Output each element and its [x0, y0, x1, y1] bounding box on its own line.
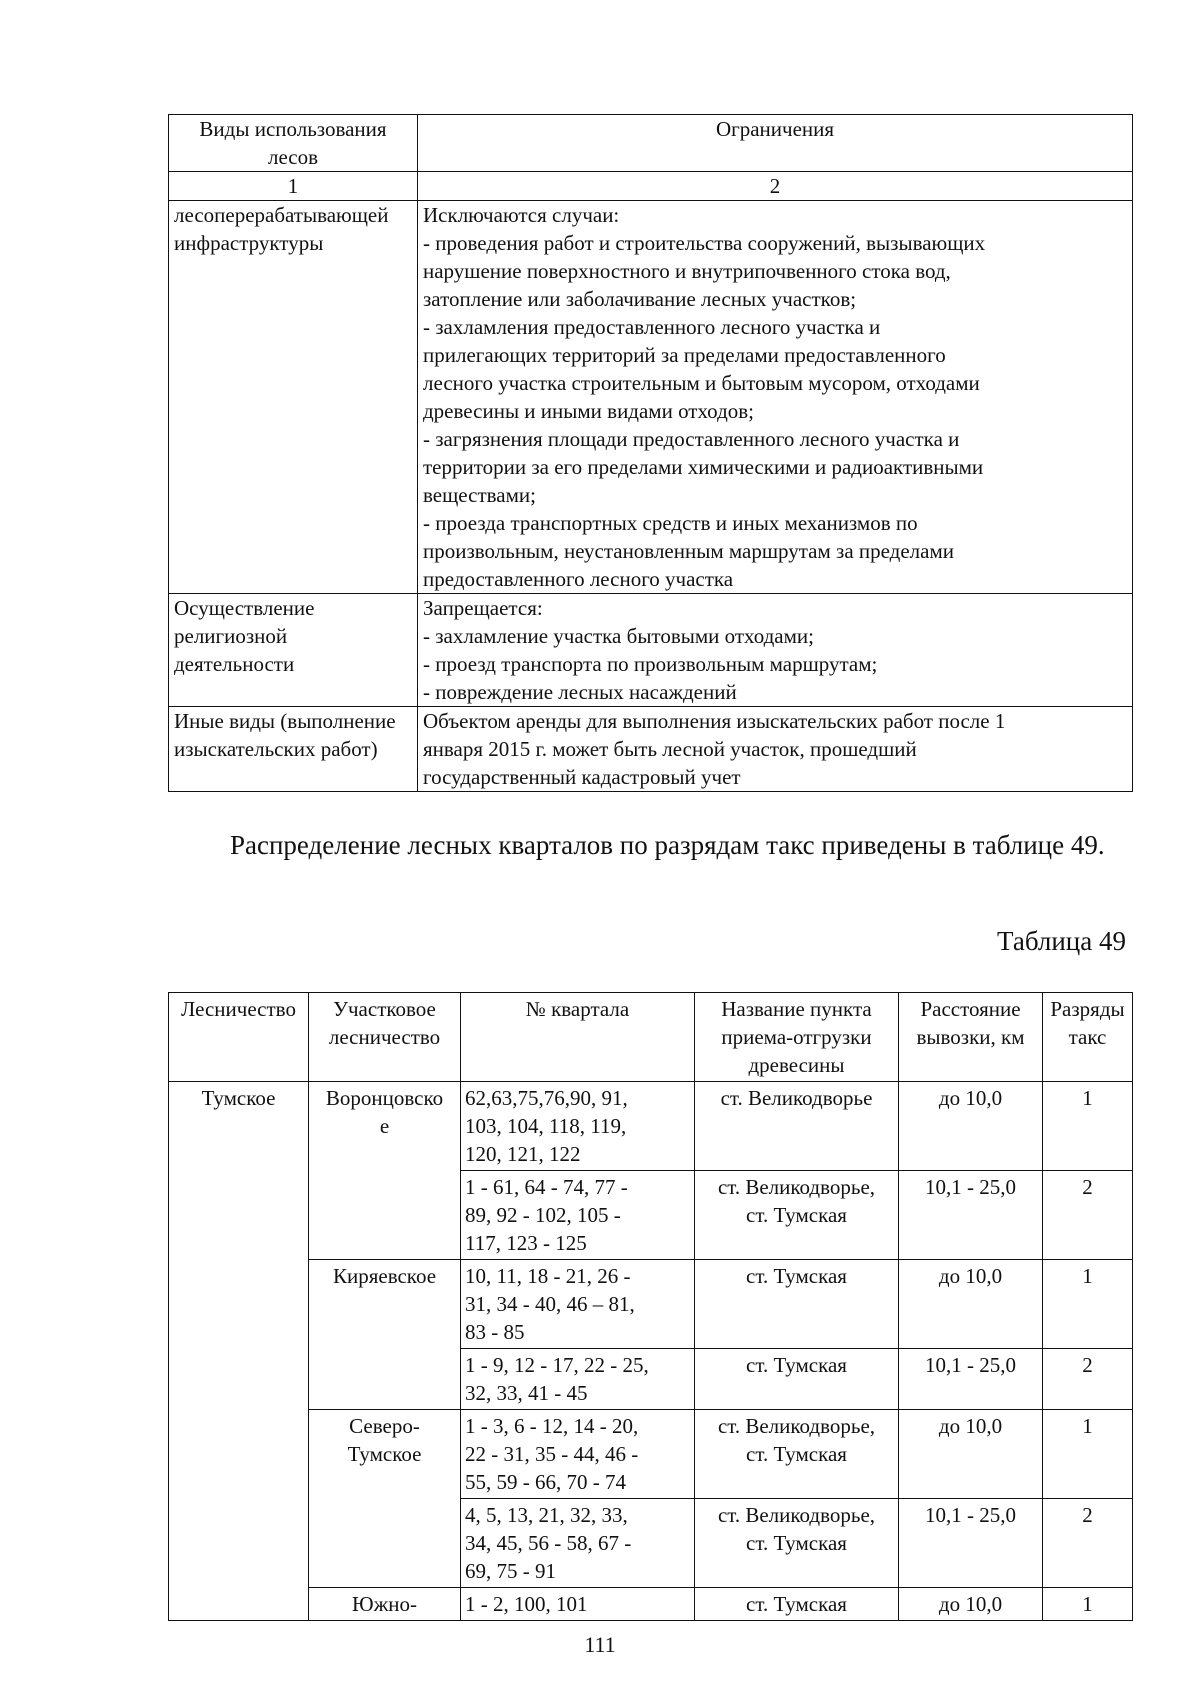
cell-line: 31, 34 - 40, 46 – 81, — [465, 1292, 635, 1316]
cell-line: лесоперерабатывающей — [174, 203, 389, 227]
cell-line: ст. Великодворье, — [717, 1503, 876, 1527]
cell-line: Название пункта — [721, 997, 872, 1021]
district-cell — [309, 1588, 461, 1621]
cell-line: 1 - 61, 64 - 74, 77 - — [465, 1175, 628, 1199]
district-cell — [309, 1082, 461, 1260]
body-paragraph: Распределение лесных кварталов по разрядам такс приведены в таблице 49. — [230, 830, 1105, 860]
cell-line: Объектом аренды для выполнения изыскательских работ после 1 — [423, 709, 1006, 733]
rank-cell: 1 — [1043, 1410, 1133, 1499]
cell-line: такс — [1068, 1025, 1107, 1049]
station-cell — [695, 1082, 899, 1171]
rank-cell: 2 — [1043, 1349, 1133, 1410]
quarters-cell — [461, 1082, 695, 1171]
table-row — [169, 1260, 1133, 1349]
cell-line: приема-отгрузки — [721, 1025, 872, 1049]
cell-line: 22 - 31, 35 - 44, 46 - — [465, 1442, 639, 1466]
tax-rank-table — [168, 992, 1133, 1621]
rank-cell: 2 — [1043, 1171, 1133, 1260]
cell-line: ст. Тумская — [746, 1442, 847, 1466]
cell-line: Иные виды (выполнение — [174, 709, 396, 733]
table-row — [169, 1588, 1133, 1621]
header-tax-rank — [1043, 993, 1133, 1082]
distance-cell: 10,1 - 25,0 — [899, 1499, 1043, 1588]
restrictions-table — [168, 114, 1133, 792]
cell-line: Тумское — [347, 1442, 422, 1466]
cell-line: 1 - 2, 100, 101 — [465, 1592, 588, 1616]
cell-line: января 2015 г. может быть лесной участок, прошедший — [423, 737, 917, 761]
cell-line: произвольным, неустановленным маршрутам за пределами — [423, 539, 955, 563]
page-number: 111 — [584, 1632, 616, 1657]
cell-line: Запрещается: — [423, 596, 543, 620]
cell-line: ст. Тумская — [746, 1203, 847, 1227]
cell-line: 89, 92 - 102, 105 - — [465, 1203, 621, 1227]
distance-cell: до 10,0 — [899, 1588, 1043, 1621]
cell-line: № квартала — [525, 997, 630, 1021]
cell-line: территории за его пределами химическими и радиоактивными — [423, 455, 984, 479]
quarters-cell — [461, 1588, 695, 1621]
cell-line: 4, 5, 13, 21, 32, 33, — [465, 1503, 628, 1527]
cell-line: ст. Тумская — [746, 1264, 847, 1288]
cell-line: - захламления предоставленного лесного участка и — [423, 315, 881, 339]
table-caption: Таблица 49 — [997, 926, 1126, 956]
header-distance — [899, 993, 1043, 1082]
distance-cell: до 10,0 — [899, 1410, 1043, 1499]
cell-line: ст. Тумская — [746, 1531, 847, 1555]
rank-cell: 1 — [1043, 1260, 1133, 1349]
rank-cell: 2 — [1043, 1499, 1133, 1588]
cell-line: Исключаются случаи: — [423, 203, 620, 227]
cell-line: древесины и иными видами отходов; — [423, 399, 755, 423]
cell-line: Северо- — [349, 1414, 420, 1438]
station-cell — [695, 1171, 899, 1260]
cell-line: деятельности — [174, 652, 295, 676]
cell-line: 62,63,75,76,90, 91, — [465, 1086, 628, 1110]
cell-line: древесины — [748, 1053, 845, 1077]
forestry-cell: Тумское — [169, 1082, 309, 1621]
cell-line: Разряды — [1050, 997, 1125, 1021]
cell-line: нарушение поверхностного и внутрипочвенного стока вод, — [423, 259, 951, 283]
cell-line: - проезда транспортных средств и иных механизмов по — [423, 511, 918, 535]
cell-line: инфраструктуры — [174, 231, 324, 255]
cell-line: государственный кадастровый учет — [423, 765, 741, 789]
district-cell — [309, 1410, 461, 1588]
cell-line: Южно- — [351, 1592, 418, 1616]
header-restrictions: Ограничения — [418, 115, 1133, 172]
cell-line: предоставленного лесного участка — [423, 567, 734, 591]
distance-cell: 10,1 - 25,0 — [899, 1171, 1043, 1260]
column-number: 1 — [169, 172, 418, 201]
cell-line: прилегающих территорий за пределами предоставленного — [423, 343, 946, 367]
table-row — [169, 1082, 1133, 1171]
cell-line: лесничество — [328, 1025, 441, 1049]
table-row — [169, 594, 1133, 707]
table-header-row — [169, 993, 1133, 1082]
cell-line: 69, 75 - 91 — [465, 1559, 556, 1583]
cell-line: 120, 121, 122 — [465, 1142, 581, 1166]
rank-cell: 1 — [1043, 1588, 1133, 1621]
cell-line: е — [379, 1114, 390, 1138]
cell-line: лесного участка строительным и бытовым мусором, отходами — [423, 371, 980, 395]
distance-cell: до 10,0 — [899, 1082, 1043, 1171]
usage-type-cell — [169, 594, 418, 707]
cell-line: затопление или заболачивание лесных участков; — [423, 287, 857, 311]
header-station — [695, 993, 899, 1082]
cell-line: Расстояние — [920, 997, 1021, 1021]
cell-line: - проезд транспорта по произвольным маршрутам; — [423, 652, 878, 676]
rank-cell: 1 — [1043, 1082, 1133, 1171]
cell-line: - загрязнения площади предоставленного лесного участка и — [423, 427, 960, 451]
station-cell — [695, 1349, 899, 1410]
cell-line: 1 - 9, 12 - 17, 22 - 25, — [465, 1353, 649, 1377]
cell-line: Киряевское — [332, 1264, 437, 1288]
column-number-row — [169, 172, 1133, 201]
header-quarter-number — [461, 993, 695, 1082]
usage-type-cell — [169, 707, 418, 792]
cell-line: Лесничество — [181, 997, 296, 1021]
quarters-cell — [461, 1171, 695, 1260]
station-cell — [695, 1588, 899, 1621]
station-cell — [695, 1499, 899, 1588]
quarters-cell — [461, 1499, 695, 1588]
restriction-cell — [418, 201, 1133, 594]
cell-line: веществами; — [423, 483, 536, 507]
restriction-cell — [418, 707, 1133, 792]
cell-line: ст. Великодворье, — [717, 1175, 876, 1199]
cell-line: 1 - 3, 6 - 12, 14 - 20, — [465, 1414, 639, 1438]
cell-line: религиозной — [174, 624, 288, 648]
cell-line: 32, 33, 41 - 45 — [465, 1381, 588, 1405]
usage-type-cell — [169, 201, 418, 594]
distance-cell: до 10,0 — [899, 1260, 1043, 1349]
header-district-forestry — [309, 993, 461, 1082]
quarters-cell — [461, 1260, 695, 1349]
cell-line: ст. Великодворье — [720, 1086, 873, 1110]
header-usage-types: Виды использования лесов — [169, 115, 418, 172]
cell-line: ст. Тумская — [746, 1353, 847, 1377]
cell-line: Воронцовско — [325, 1086, 444, 1110]
district-cell — [309, 1260, 461, 1410]
table-row — [169, 707, 1133, 792]
cell-line: 103, 104, 118, 119, — [465, 1114, 627, 1138]
table-row — [169, 1410, 1133, 1499]
table-header-row — [169, 115, 1133, 172]
cell-line: вывозки, км — [916, 1025, 1025, 1049]
cell-line: Осуществление — [174, 596, 315, 620]
cell-line: ст. Тумская — [746, 1592, 847, 1616]
cell-line: 55, 59 - 66, 70 - 74 — [465, 1470, 626, 1494]
station-cell — [695, 1260, 899, 1349]
cell-line: 34, 45, 56 - 58, 67 - — [465, 1531, 632, 1555]
restriction-cell — [418, 594, 1133, 707]
distance-cell: 10,1 - 25,0 — [899, 1349, 1043, 1410]
cell-line: 10, 11, 18 - 21, 26 - — [465, 1264, 631, 1288]
cell-line: - повреждение лесных насаждений — [423, 680, 737, 704]
header-forestry — [169, 993, 309, 1082]
cell-line: - проведения работ и строительства сооружений, вызывающих — [423, 231, 986, 255]
cell-line: 117, 123 - 125 — [465, 1231, 587, 1255]
cell-line: изыскательских работ) — [174, 737, 378, 761]
table-row — [169, 201, 1133, 594]
station-cell — [695, 1410, 899, 1499]
cell-line: ст. Великодворье, — [717, 1414, 876, 1438]
cell-line: - захламление участка бытовыми отходами; — [423, 624, 814, 648]
quarters-cell — [461, 1349, 695, 1410]
quarters-cell — [461, 1410, 695, 1499]
cell-line: Участковое — [333, 997, 436, 1021]
cell-line: 83 - 85 — [465, 1320, 525, 1344]
column-number: 2 — [418, 172, 1133, 201]
